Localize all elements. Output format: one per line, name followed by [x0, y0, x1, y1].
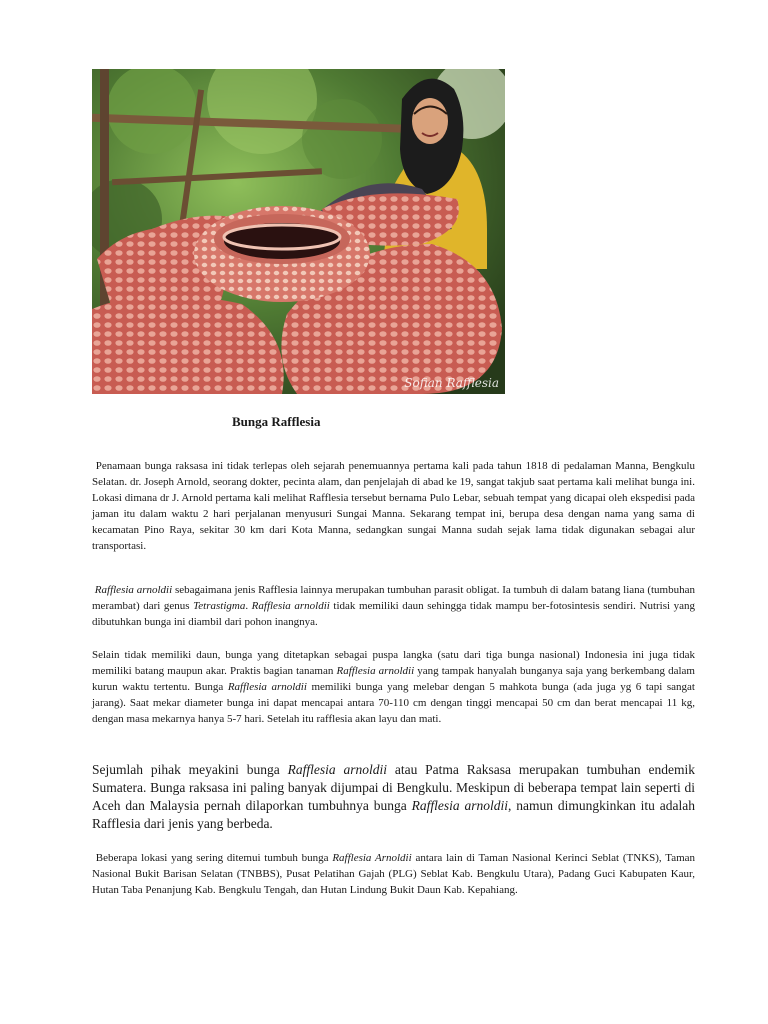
- paragraph-5: [92, 850, 695, 898]
- paragraph-2-text: sebagaimana jenis Rafflesia lainnya merupakan tumbuhan parasit obligat. Ia tumbuh di dalam batang liana (tumbuhan merambat) dari genus: [92, 584, 695, 612]
- species-name: Rafflesia arnoldii: [227, 681, 307, 693]
- paragraph-5-text: Beberapa lokasi yang sering ditemui tumbuh bunga: [95, 852, 333, 864]
- paragraph-1: [92, 458, 695, 554]
- paragraph-2-text: .: [245, 600, 252, 612]
- photo-illustration: [92, 69, 505, 394]
- paragraph-4: [92, 761, 695, 833]
- species-name: Rafflesia Arnoldii: [332, 852, 412, 864]
- paragraph-4-text: atau Patma Raksasa merupakan tumbuhan endemik Sumatera. Bunga raksasa ini paling banyak dijumpai di Bengkulu. Meskipun di beberapa tempat lain seperti di Aceh dan Malaysia pernah dilaporkan tumbuhnya bunga: [92, 762, 695, 813]
- paragraph-3-text: Selain tidak memiliki daun, bunga yang ditetapkan sebagai puspa langka (satu dari tiga bunga nasional) Indonesia ini juga tidak memiliki batang maupun akar. Praktis bagian tanaman: [92, 649, 695, 677]
- species-name: Rafflesia arnoldii: [287, 762, 387, 777]
- paragraph-1-text: Penamaan bunga raksasa ini tidak terlepas oleh sejarah penemuannya pertama kali pada tahun 1818 di pedalaman Manna, Bengkulu Selatan. dr. Joseph Arnold, seorang dokter, pecinta alam, dan penjelajah di abad ke 19, sangat takjub saat pertama kali melihat bunga ini. Lokasi dimana dr J. Arnold pertama kali melihat Rafflesia tersebut bernama Pulo Lebar, sebuah tempat yang dicapai oleh ekspedisi pada jaman itu dalam waktu 2 hari perjalanan menyusuri Sungai Manna. Sekarang tempat ini, berupa desa dengan nama yang sama di kecamatan Pino Raya, sekitar 30 km dari Kota Manna, sedangkan sungai Manna sudah sejak lama tidak digunakan sebagai alur transportasi.: [92, 460, 696, 552]
- paragraph-3: [92, 647, 695, 727]
- species-name: Rafflesia arnoldii: [251, 600, 330, 612]
- paragraph-4-text: , namun dimungkinkan itu adalah Rafflesia dari jenis yang berbeda.: [92, 798, 696, 831]
- photo-watermark: Sofian Rafflesia: [404, 376, 499, 390]
- genus-name: Tetrastigma: [193, 600, 246, 612]
- paragraph-5-text: antara lain di Taman Nasional Kerinci Seblat (TNKS), Taman Nasional Bukit Barisan Selatan (TNBBS), Pusat Pelatihan Gajah (PLG) Seblat Kab. Bengkulu Utara), Padang Guci Kabupaten Kaur, Hutan Taba Penanjung Kab. Bengkulu Tengah, dan Hutan Lindung Bukit Daun Kab. Kepahiang.: [92, 852, 696, 896]
- paragraph-3-text: yang tampak hanyalah bunganya saja yang berkembang dalam kurun waktu tertentu. Bunga: [92, 665, 695, 693]
- document-title: Bunga Rafflesia: [232, 414, 321, 429]
- paragraph-2-text: tidak memiliki daun sehingga tidak mampu ber-fotosintesis sendiri. Nutrisi yang dibutuhkan bunga ini diambil dari pohon inangnya.: [92, 600, 696, 628]
- species-name: Rafflesia arnoldii: [336, 665, 415, 677]
- species-name: Rafflesia arnoldii: [411, 798, 508, 813]
- species-name: Rafflesia arnoldii: [94, 584, 173, 596]
- paragraph-2: [92, 582, 695, 630]
- paragraph-3-text: memiliki bunga yang melebar dengan 5 mahkota bunga (ada juga yg 6 tapi sangat jarang). Saat mekar diameter bunga ini dapat mencapai antara 70-110 cm dengan tinggi mencapai 50 cm dan berat mencapai 11 kg, dengan masa mekarnya hanya 5-7 hari. Setelah itu rafflesia akan layu dan mati.: [92, 681, 695, 725]
- paragraph-4-text: Sejumlah pihak meyakini bunga: [92, 762, 288, 777]
- rafflesia-photo: [92, 69, 505, 394]
